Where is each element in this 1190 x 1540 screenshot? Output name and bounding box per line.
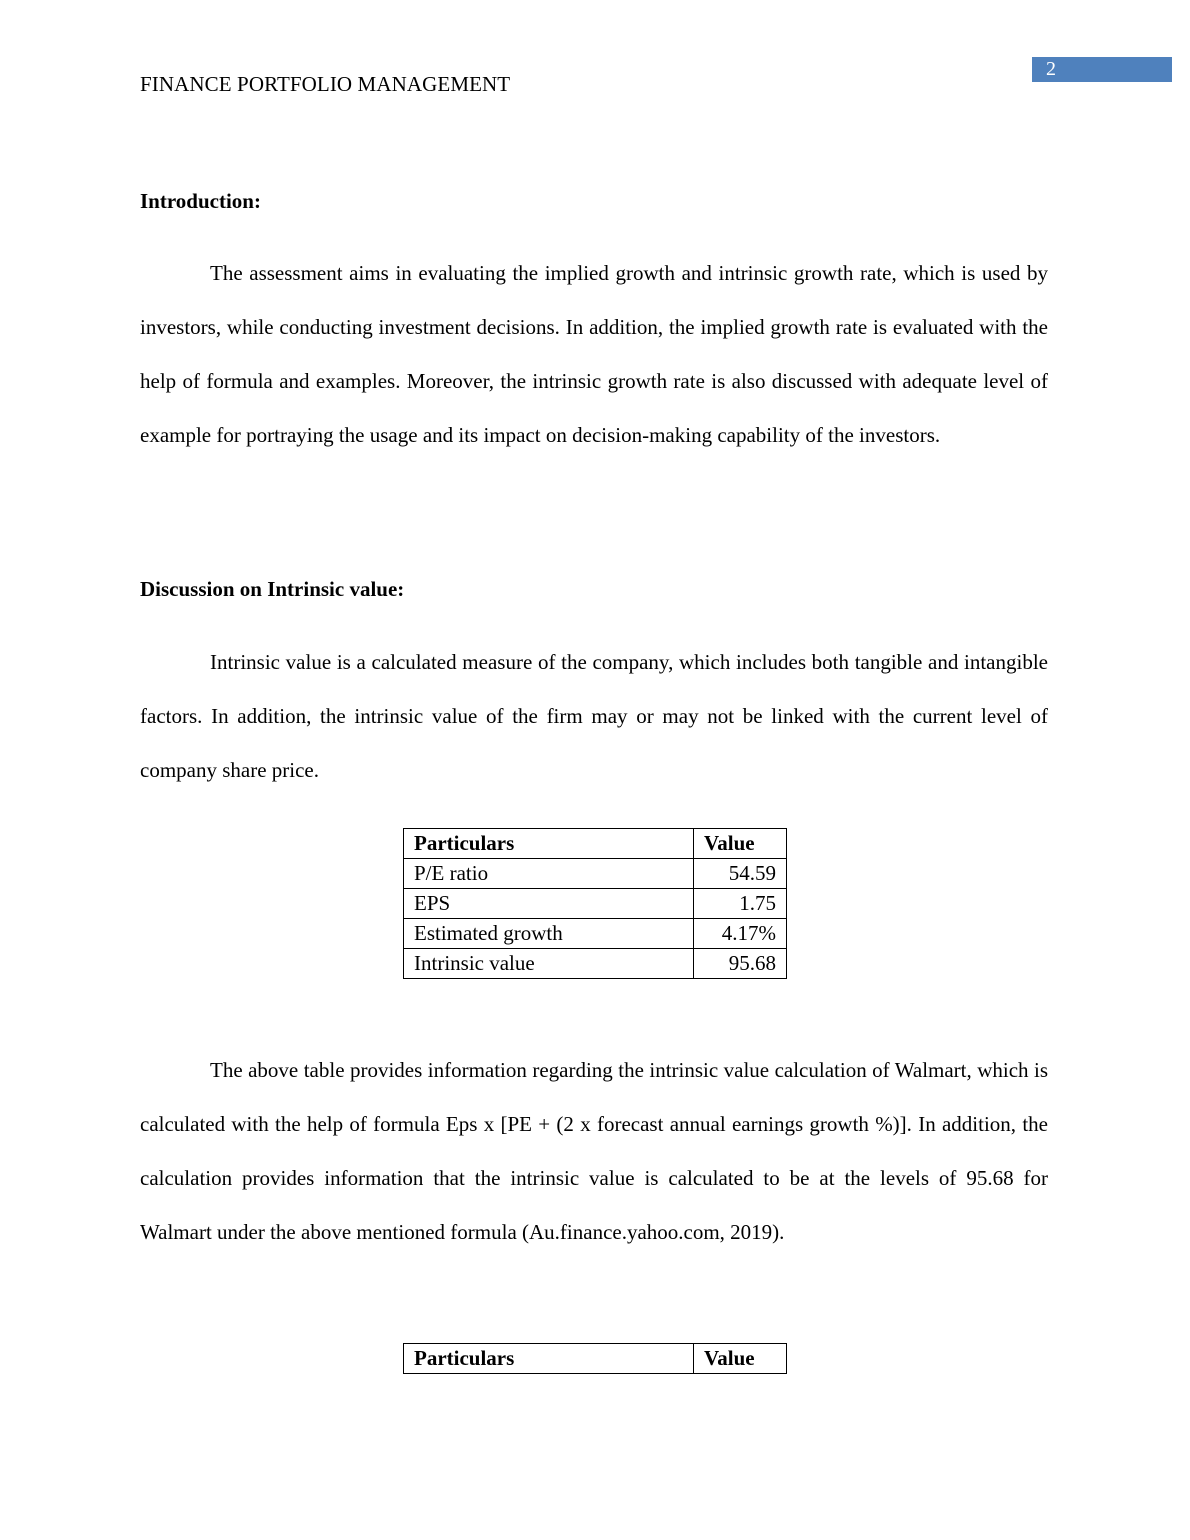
table-row [404,919,787,949]
column-header-particulars: Particulars [404,1344,694,1374]
intrinsic-value-paragraph: Intrinsic value is a calculated measure of the company, which includes both tangible and intangible factors. In addition, the intrinsic value of the firm may or may not be linked with the current level of company share price. [140,650,1048,782]
row-value: 54.59 [694,859,787,889]
row-label: Estimated growth [404,919,694,949]
second-table [403,1343,787,1374]
table-header-row [404,829,787,859]
table-row [404,889,787,919]
column-header-value: Value [694,829,787,859]
row-value: 4.17% [694,919,787,949]
intrinsic-value-table [403,828,787,979]
page-number: 2 [1032,57,1172,82]
running-head: FINANCE PORTFOLIO MANAGEMENT [140,72,511,96]
row-label: P/E ratio [404,859,694,889]
intrinsic-value-heading: Discussion on Intrinsic value: [140,577,405,601]
column-header-value: Value [694,1344,787,1374]
column-header-particulars: Particulars [404,829,694,859]
row-label: Intrinsic value [404,949,694,979]
introduction-heading: Introduction: [140,189,261,213]
row-label: EPS [404,889,694,919]
row-value: 95.68 [694,949,787,979]
table-row [404,949,787,979]
table-explanation-paragraph: The above table provides information regarding the intrinsic value calculation of Walmart, which is calculated with the help of formula Eps x [PE + (2 x forecast annual earnings growth %)]. In addition, the calculation provides information that the intrinsic value is calculated to be at the levels of 95.68 for Walmart under the above mentioned formula (Au.finance.yahoo.com, 2019). [140,1058,1048,1244]
introduction-paragraph: The assessment aims in evaluating the implied growth and intrinsic growth rate, which is used by investors, while conducting investment decisions. In addition, the implied growth rate is evaluated with the help of formula and examples. Moreover, the intrinsic growth rate is also discussed with adequate level of example for portraying the usage and its impact on decision-making capability of the investors. [140,261,1048,447]
table-row [404,859,787,889]
table-header-row [404,1344,787,1374]
row-value: 1.75 [694,889,787,919]
